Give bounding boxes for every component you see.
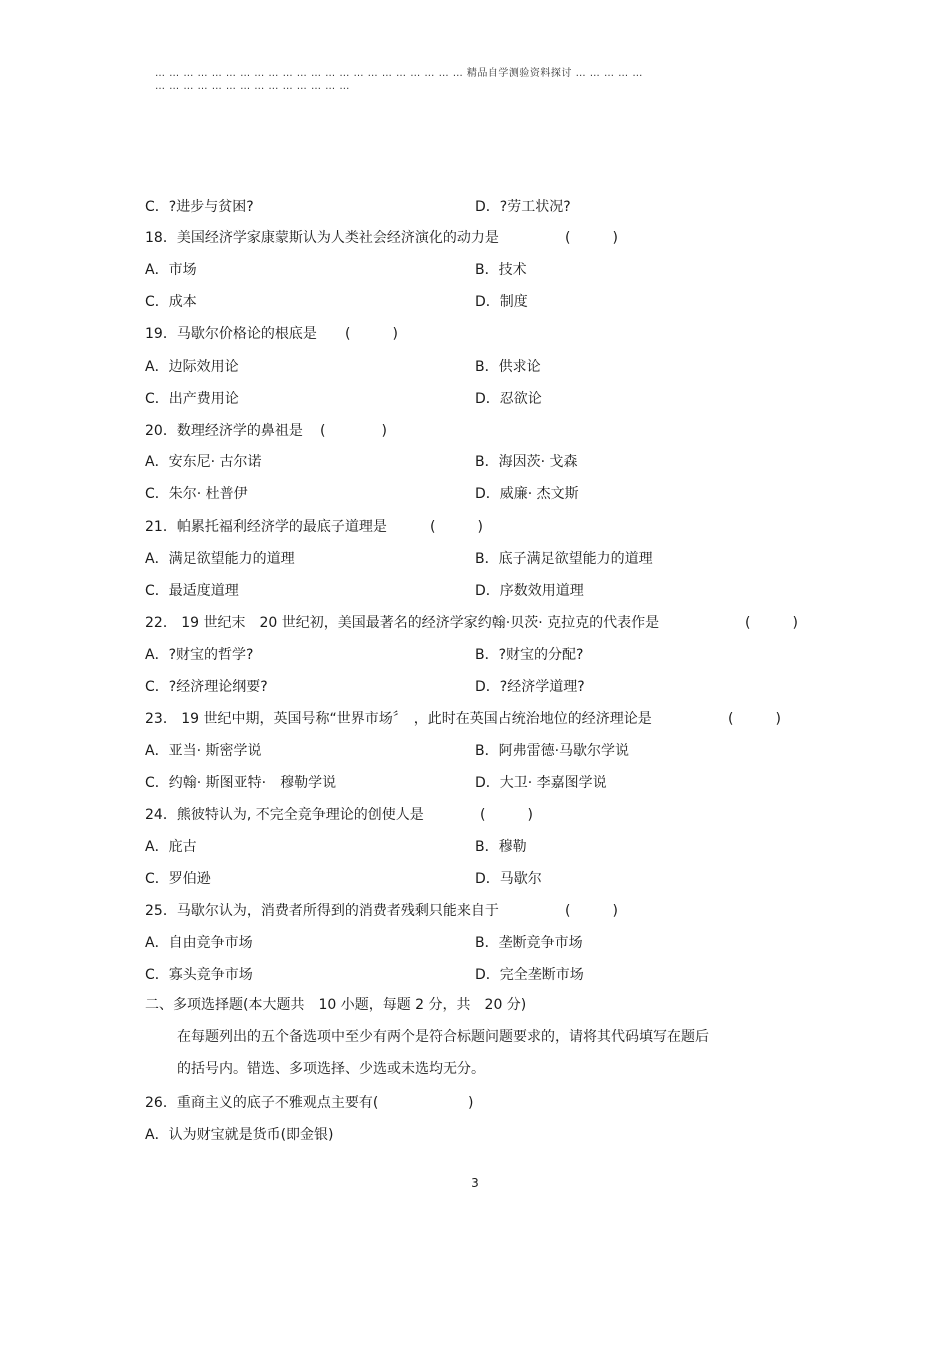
option-b: B．供求论 bbox=[475, 359, 541, 375]
option-a: A．亚当· 斯密学说 bbox=[145, 743, 262, 759]
answer-bracket: ( ) bbox=[320, 423, 387, 439]
option-b: B．?财宝的分配? bbox=[475, 647, 584, 663]
option-a: A．认为财宝就是货币(即金银) bbox=[145, 1127, 334, 1143]
answer-bracket: ( ) bbox=[745, 615, 798, 631]
question-22: 22． 19 世纪末 20 世纪初，美国最著名的经济学家约翰·贝茨· 克拉克的代表作是 bbox=[145, 615, 660, 631]
option-c: C．朱尔· 杜普伊 bbox=[145, 486, 248, 502]
option-b: B．垄断竞争市场 bbox=[475, 935, 583, 951]
option-d: D．忍欲论 bbox=[475, 391, 542, 407]
answer-bracket: ( ) bbox=[480, 807, 533, 823]
option-d: D．威廉· 杰文斯 bbox=[475, 486, 579, 502]
option-a: A．自由竞争市场 bbox=[145, 935, 253, 951]
answer-bracket: ( ) bbox=[565, 230, 618, 246]
question-20: 20．数理经济学的鼻祖是 bbox=[145, 423, 303, 439]
question-18: 18．美国经济学家康蒙斯认为人类社会经济演化的动力是 bbox=[145, 230, 499, 246]
answer-bracket: ( ) bbox=[728, 711, 781, 727]
question-19: 19．马歇尔价格论的根底是 bbox=[145, 326, 317, 342]
option-a: A．安东尼· 古尔诺 bbox=[145, 454, 262, 470]
option-d: D．制度 bbox=[475, 294, 528, 310]
option-a: A．边际效用论 bbox=[145, 359, 239, 375]
option-c: C．?经济理论纲要? bbox=[145, 679, 268, 695]
option-c: C．出产费用论 bbox=[145, 391, 239, 407]
header-line-2: … … … … … … … … … … … … … … bbox=[155, 81, 350, 92]
option-d: D．马歇尔 bbox=[475, 871, 542, 887]
header-line-1: … … … … … … … … … … … … … … … … … … … … … … 精品自学测验资料探讨 … … … … … bbox=[155, 68, 643, 79]
option-d: D．大卫· 李嘉图学说 bbox=[475, 775, 607, 791]
option-c: C．罗伯逊 bbox=[145, 871, 211, 887]
question-21: 21．帕累托福利经济学的最底子道理是 bbox=[145, 519, 387, 535]
option-d: D．?劳工状况? bbox=[475, 199, 571, 215]
option-a: A．?财宝的哲学? bbox=[145, 647, 254, 663]
option-b: B．穆勒 bbox=[475, 839, 527, 855]
answer-bracket: ( ) bbox=[345, 326, 398, 342]
option-d: D．序数效用道理 bbox=[475, 583, 584, 599]
option-c: C．约翰· 斯图亚特· 穆勒学说 bbox=[145, 775, 337, 791]
option-c: C．最适度道理 bbox=[145, 583, 239, 599]
option-d: D．完全垄断市场 bbox=[475, 967, 584, 983]
option-b: B．阿弗雷德·马歇尔学说 bbox=[475, 743, 630, 759]
option-c: C．寡头竞争市场 bbox=[145, 967, 253, 983]
answer-bracket: ( ) bbox=[565, 903, 618, 919]
option-a: A．庇古 bbox=[145, 839, 197, 855]
question-26: 26．重商主义的底子不雅观点主要有( bbox=[145, 1095, 379, 1111]
answer-bracket: ( ) bbox=[430, 519, 483, 535]
question-25: 25．马歇尔认为，消费者所得到的消费者残剩只能来自于 bbox=[145, 903, 499, 919]
answer-bracket: ) bbox=[468, 1095, 474, 1111]
section-instructions: 的括号内。错选、多项选择、少选或未选均无分。 bbox=[177, 1061, 485, 1077]
option-a: A．满足欲望能力的道理 bbox=[145, 551, 295, 567]
page-number: 3 bbox=[471, 1176, 479, 1190]
option-a: A．市场 bbox=[145, 262, 197, 278]
question-24: 24．熊彼特认为, 不完全竞争理论的创使人是 bbox=[145, 807, 424, 823]
option-c: C．?进步与贫困? bbox=[145, 199, 254, 215]
option-c: C．成本 bbox=[145, 294, 197, 310]
option-b: B．底子满足欲望能力的道理 bbox=[475, 551, 653, 567]
section-heading: 二、多项选择题(本大题共 10 小题，每题 2 分，共 20 分) bbox=[145, 997, 527, 1013]
option-b: B．海因茨· 戈森 bbox=[475, 454, 578, 470]
option-b: B．技术 bbox=[475, 262, 527, 278]
section-instructions: 在每题列出的五个备选项中至少有两个是符合标题问题要求的，请将其代码填写在题后 bbox=[177, 1029, 709, 1045]
option-d: D．?经济学道理? bbox=[475, 679, 585, 695]
question-23: 23． 19 世纪中期，英国号称“世界市场〞 ，此时在英国占统治地位的经济理论是 bbox=[145, 711, 652, 727]
